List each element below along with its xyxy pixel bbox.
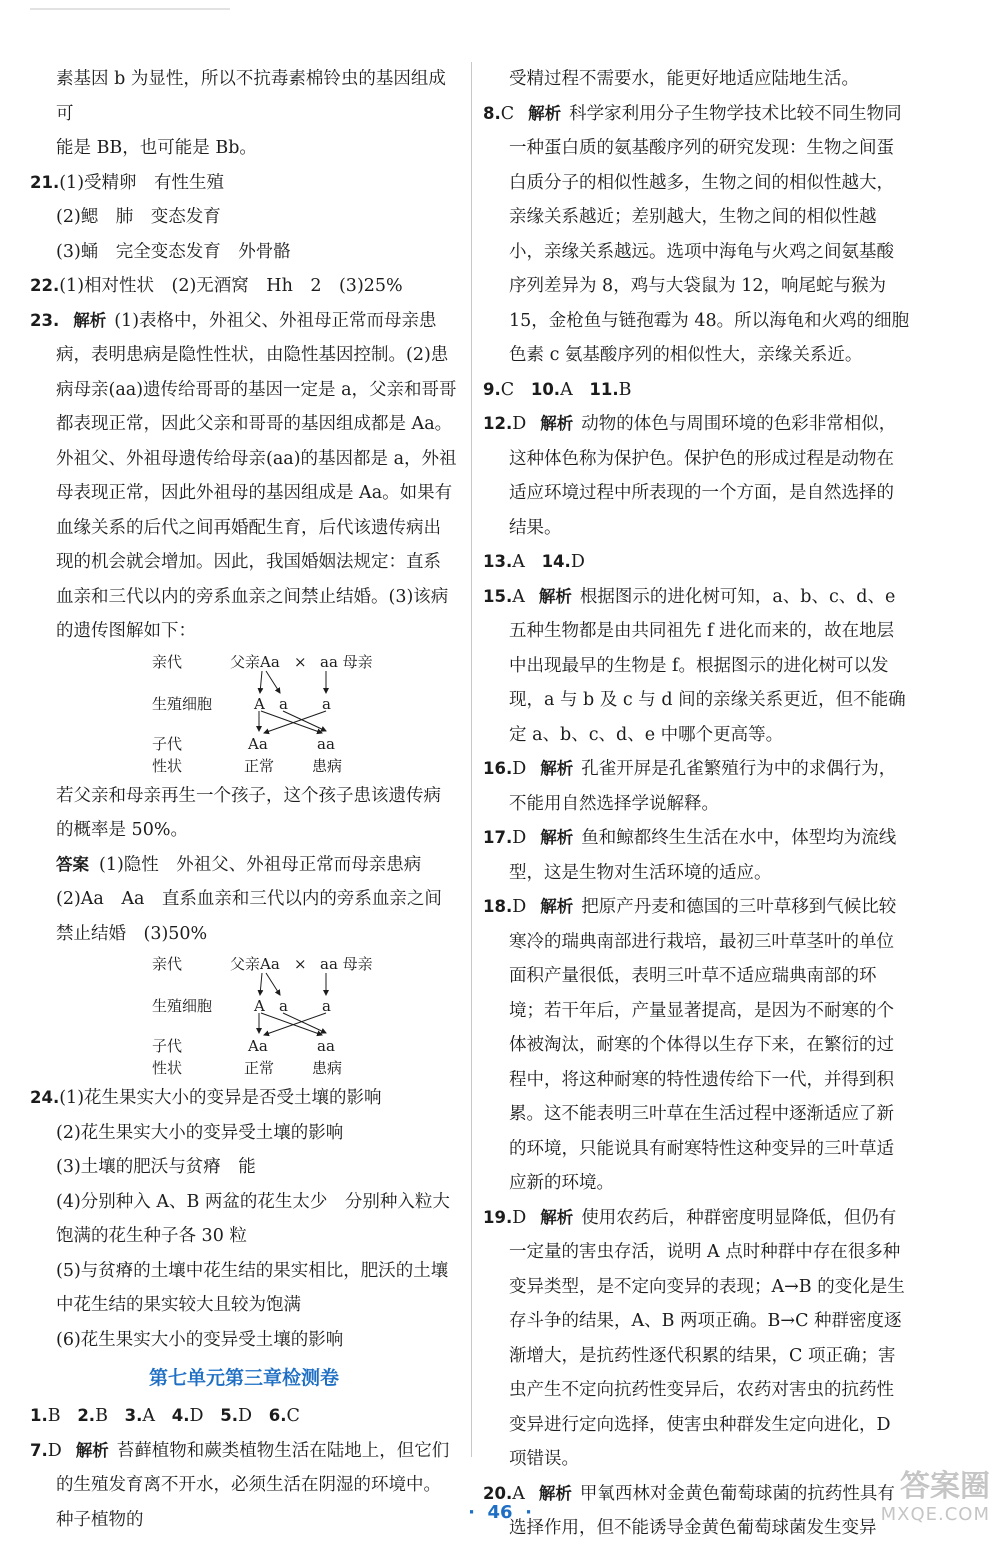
question-18: 18.D 解析 把原产丹麦和德国的三叶草移到气候比较寒冷的瑞典南部进行栽培，最初三叶草茎叶的单位面积产量很低，表明三叶草不适应瑞典南部的环境；若干年后，产量显著提高，是因为不耐寒的个体被淘汰，耐寒的个体得以生存下来，在繁衍的过程中，将这种耐寒的特性遗传给下一代，并得到积累。这不能表明三叶草在生活过程中逐渐适应了新的环境，只能说具有耐寒特性这种变异的三叶草适应新的环境。 (483, 897, 897, 1193)
column-divider (471, 62, 472, 1457)
row-label-gamete: 生殖细胞 (152, 694, 213, 713)
gamete: a (279, 997, 288, 1015)
trait: 患病 (312, 1059, 343, 1077)
question-number: 19. (483, 1207, 513, 1227)
child-genotype: Aa (248, 734, 268, 753)
trait: 正常 (244, 756, 275, 775)
answer-line: (6)花生果实大小的变异受土壤的影响 (56, 1329, 344, 1350)
answer-line: (3)蛹 完全变态发育 外骨骼 (56, 241, 291, 262)
answer-block: 答案 (1)隐性 外祖父、外祖母正常而母亲患病 (56, 854, 422, 875)
analysis-tag: 解析 (540, 759, 574, 778)
question-23: 23. 解析 (1)表格中，外祖父、外祖母正常而母亲患病，表明患病是隐性性状，由隐性基因控制。(2)患病母亲(aa)遗传给哥哥的基因一定是 a，父亲和哥哥都表现正常，因此父亲和哥哥的基因组成都是 Aa。外祖父、外祖母遗传给母亲(aa)的基因都是 a，外祖母表现正常，因此外祖母的基因组成是 Aa。如果有血缘关系的后代之间再婚配生育，后代该遗传病出现的机会就会增加。因此，我国婚姻法规定：直系血亲和三代以内的旁系血亲之间禁止结婚。(3)该病的遗传图解如下： (30, 310, 457, 641)
mother-genotype: aa 母亲 (320, 955, 373, 973)
gamete: a (279, 694, 288, 713)
question-20: 20.A 解析 甲氧西林对金黄色葡萄球菌的抗药性具有选择作用，但不能诱导金黄色葡萄球菌发生变异 (483, 1483, 895, 1538)
cross-symbol: × (294, 955, 307, 973)
row-label-parent: 亲代 (152, 955, 183, 973)
question-number: 22. (30, 276, 60, 295)
right-column (483, 62, 911, 1546)
answer-line: (2)花生果实大小的变异受土壤的影响 (56, 1122, 344, 1143)
analysis-tag: 解析 (528, 103, 562, 123)
question-15: 15.A 解析 根据图示的进化树可知，a、b、c、d、e 五种生物都是由共同祖先 f 进化而来的，故在地层中出现最早的生物是 f。根据图示的进化树可以发现，a 与 b 及 c 与 d 间的亲缘关系更近，但不能确定 a、b、c、d、e 中哪个更高等。 (483, 586, 906, 745)
analysis-conclusion: 若父亲和母亲再生一个孩子，这个孩子患该遗传病的概率是 50%。 (56, 785, 441, 840)
question-17: 17.D 解析 鱼和鲸都终生生活在水中，体型均为流线型，这是生物对生活环境的适应。 (483, 828, 897, 883)
question-number: 20. (483, 1483, 513, 1503)
row-label-trait: 性状 (152, 756, 183, 775)
question-22: 22.(1)相对性状 (2)无酒窝 Hh 2 (3)25% (30, 276, 403, 296)
question-number: 24. (30, 1088, 60, 1107)
answer-line: (2)Aa Aa 直系血亲和三代以内的旁系血亲之间禁止结婚 (3)50% (56, 889, 442, 944)
section-title: 第七单元第三章检测卷 (148, 1367, 339, 1389)
child-genotype: Aa (248, 1037, 268, 1055)
gamete: a (322, 997, 331, 1015)
left-column (30, 62, 458, 1537)
row-label-parent: 亲代 (152, 652, 183, 671)
cross-symbol: × (294, 652, 307, 671)
continuation-text: 素基因 b 为显性，所以不抗毒素棉铃虫的基因组成可 (56, 69, 446, 124)
father-genotype: 父亲Aa (230, 955, 280, 973)
top-rule (30, 8, 230, 10)
row-label-child: 子代 (152, 734, 183, 753)
analysis-tag: 解析 (540, 1207, 574, 1227)
gamete: a (322, 694, 331, 713)
question-number: 18. (483, 897, 513, 916)
question-number: 8. (483, 103, 501, 123)
answer-line: (3)土壤的肥沃与贫瘠 能 (56, 1157, 256, 1177)
question-number: 7. (30, 1440, 48, 1460)
question-number: 16. (483, 759, 513, 778)
row-label-trait: 性状 (152, 1059, 183, 1077)
row-label-child: 子代 (152, 1037, 183, 1055)
genetic-diagram (30, 649, 458, 779)
question-8: 8.C 解析 科学家利用分子生物学技术比较不同生物同一种蛋白质的氨基酸序列的研究发现：生物之间蛋白质分子的相似性越多，生物之间的相似性越大，亲缘关系越近；差别越大，生物之间的相似性越小，亲缘关系越远。选项中海龟与火鸡之间氨基酸序列差异为 8，鸡与大袋鼠为 12，响尾蛇与猴为 15，金枪鱼与链孢霉为 48。所以海龟和火鸡的细胞色素 c 氨基酸序列的相似性大，亲缘关系近。 (483, 103, 910, 365)
question-number: 12. (483, 414, 513, 433)
gamete: A (254, 694, 265, 713)
father-genotype: 父亲Aa (230, 652, 280, 671)
question-number: 23. (30, 310, 60, 330)
question-12: 12.D 解析 动物的体色与周围环境的色彩非常相似，这种体色称为保护色。保护色的形成过程是动物在适应环境过程中所表现的一个方面，是自然选择的结果。 (483, 414, 897, 538)
genetic-diagram-answer (30, 951, 458, 1081)
mother-genotype: aa 母亲 (320, 652, 373, 671)
row-label-gamete: 生殖细胞 (152, 997, 213, 1015)
analysis-tag: 解析 (73, 310, 107, 330)
answer-line: (5)与贫瘠的土壤中花生结的果实相比，肥沃的土壤中花生结的果实较大且较为饱满 (56, 1260, 449, 1315)
question-7: 7.D 解析 苔藓植物和蕨类植物生活在陆地上，但它们的生殖发育离不开水，必须生活在阴湿的环境中。种子植物的 (30, 1440, 450, 1530)
question-16: 16.D 解析 孔雀开屏是孔雀繁殖行为中的求偶行为，不能用自然选择学说解释。 (483, 759, 897, 814)
child-genotype: aa (317, 1037, 335, 1055)
child-genotype: aa (317, 734, 335, 753)
question-number: 21. (30, 172, 60, 192)
answer-line: (4)分别种入 A、B 两盆的花生太少 分别种入粒大饱满的花生种子各 30 粒 (56, 1191, 450, 1246)
analysis-tag: 解析 (540, 414, 574, 433)
page-number: · 46 · (468, 1502, 532, 1523)
analysis-tag: 解析 (538, 1483, 572, 1503)
gamete: A (254, 997, 265, 1015)
answer-row-9-11: 9.C 10.A 11.B (483, 379, 632, 400)
continuation-text: 受精过程不需要水，能更好地适应陆地生活。 (509, 69, 859, 89)
watermark-logo: 答案圈 MXQE.COM (880, 1469, 990, 1525)
answer-tag: 答案 (56, 854, 89, 874)
analysis-tag: 解析 (75, 1440, 109, 1460)
analysis-tag: 解析 (540, 897, 574, 916)
question-24: 24.(1)花生果实大小的变异是否受土壤的影响 (30, 1088, 382, 1108)
answer-row-13-14: 13.A 14.D (483, 552, 585, 572)
trait: 正常 (244, 1059, 275, 1077)
continuation-text: 能是 BB，也可能是 Bb。 (56, 138, 257, 158)
analysis-tag: 解析 (538, 586, 572, 606)
question-number: 15. (483, 586, 513, 606)
question-number: 17. (483, 828, 513, 847)
answer-row-1-6: 1.B 2.B 3.A 4.D 5.D 6.C (30, 1406, 300, 1426)
question-19: 19.D 解析 使用农药后，种群密度明显降低，但仍有一定量的害虫存活，说明 A 点时种群中存在很多种变异类型，是不定向变异的表现；A→B 的变化是生存斗争的结果，A、B 两项正确。B→C 种群密度逐渐增大，是抗药性逐代积累的结果，C 项正确；害虫产生不定向抗药性变异后，农药对害虫的抗药性变异进行定向选择，使害虫种群发生定向进化，D 项错误。 (483, 1207, 905, 1469)
analysis-tag: 解析 (540, 828, 574, 847)
question-21: 21.(1)受精卵 有性生殖 (30, 172, 225, 193)
trait: 患病 (312, 756, 343, 775)
answer-line: (2)鳃 肺 变态发育 (56, 207, 221, 227)
